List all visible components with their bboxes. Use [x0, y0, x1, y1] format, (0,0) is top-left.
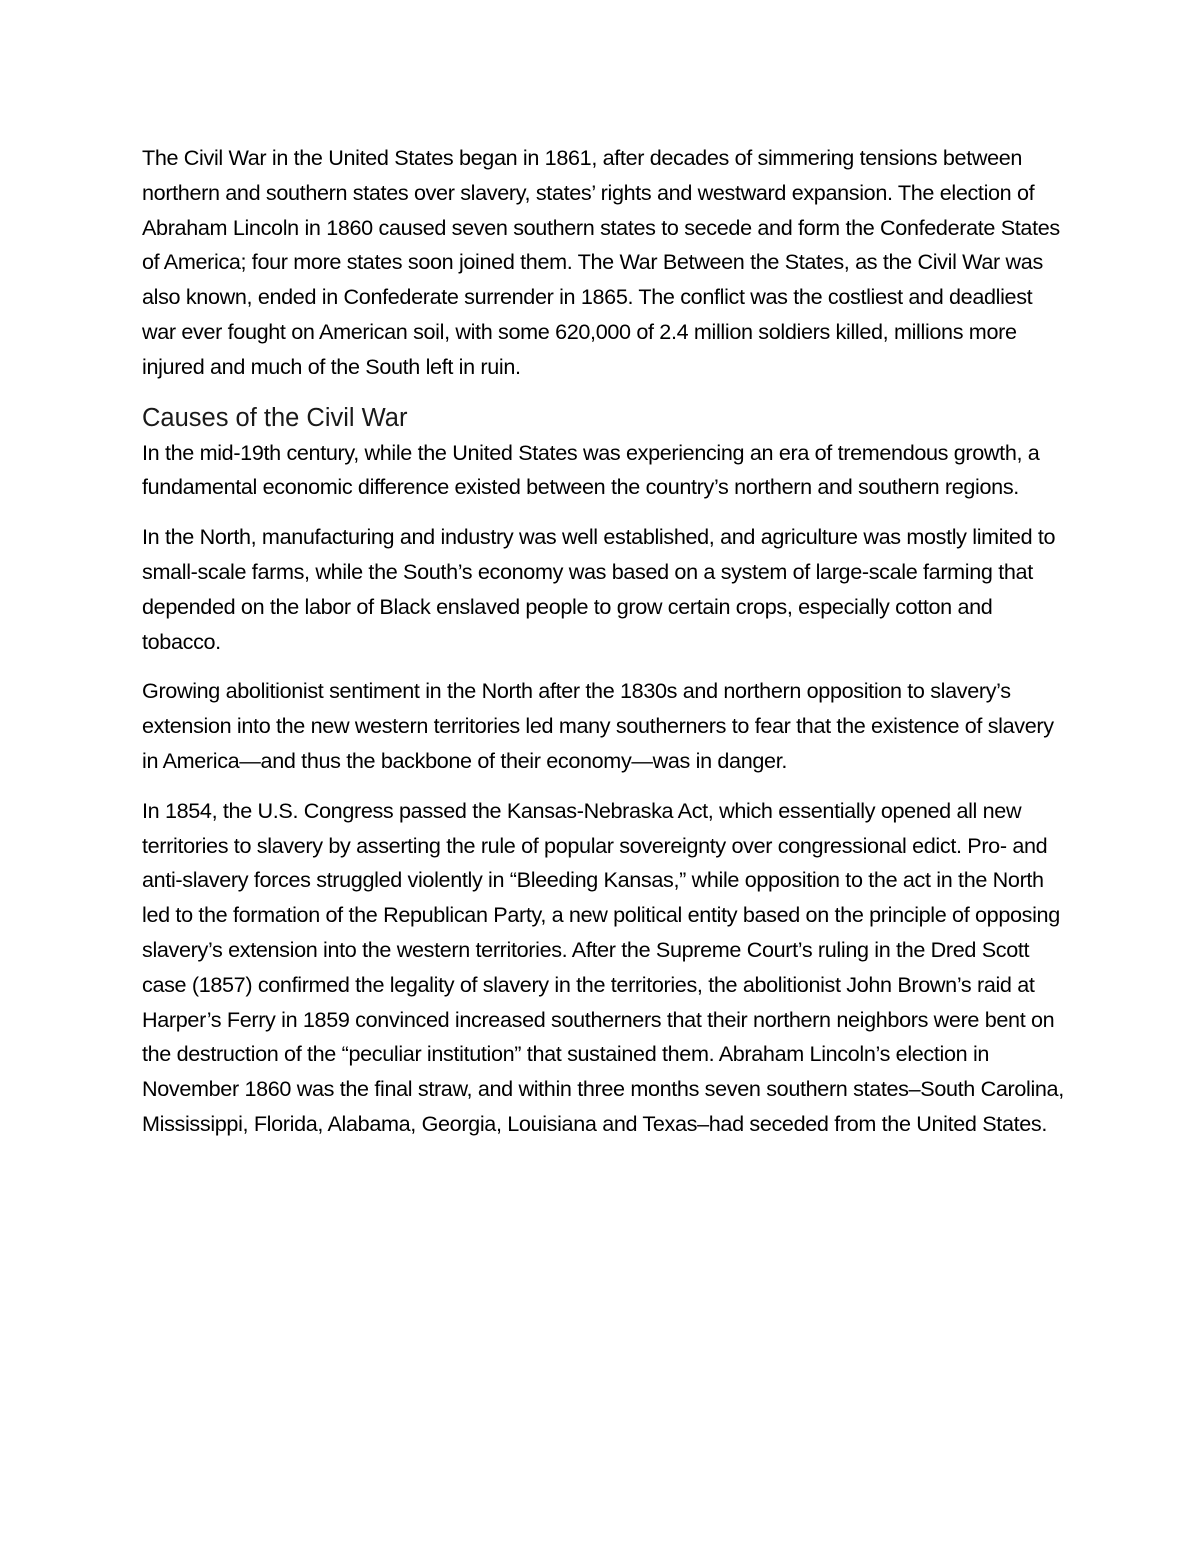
intro-paragraph: The Civil War in the United States began in 1861, after decades of simmering tensions between northern and southern states over slavery, states’ rights and westward expansion. The election of Abraham Lincoln in 1860 caused seven southern states to secede and form the Confederate States of America; four more states soon joined them. The War Between the States, as the Civil War was also known, ended in Confederate surrender in 1865. The conflict was the costliest and deadliest war ever fought on American soil, with some 620,000 of 2.4 million soldiers killed, millions more injured and much of the South left in ruin.	[142, 145, 1060, 379]
paragraph-abolitionist-sentiment: Growing abolitionist sentiment in the North after the 1830s and northern opposition to slavery’s extension into the new western territories led many southerners to fear that the existence of slavery in America—and thus the backbone of their economy—was in danger.	[142, 678, 1054, 773]
paragraph-north-south-economy: In the North, manufacturing and industry was well established, and agriculture was mostly limited to small-scale farms, while the South’s economy was based on a system of large-scale farming that depended on the labor of Black enslaved people to grow certain crops, especially cotton and tobacco.	[142, 524, 1056, 654]
paragraph-kansas-nebraska-act: In 1854, the U.S. Congress passed the Kansas-Nebraska Act, which essentially opened all new territories to slavery by asserting the rule of popular sovereignty over congressional edict. Pro- and anti-slavery forces struggled violently in “Bleeding Kansas,” while opposition to the act in the North led to the formation of the Republican Party, a new political entity based on the principle of opposing slavery’s extension into the western territories. After the Supreme Court’s ruling in the Dred Scott case (1857) confirmed the legality of slavery in the territories, the abolitionist John Brown’s raid at Harper’s Ferry in 1859 convinced increased southerners that their northern neighbors were bent on the destruction of the “peculiar institution” that sustained them. Abraham Lincoln’s election in November 1860 was the final straw, and within three months seven southern states–South Carolina, Mississippi, Florida, Alabama, Georgia, Louisiana and Texas–had seceded from the United States.	[142, 797, 1064, 1136]
section-heading: Causes of the Civil War	[142, 403, 408, 432]
document-body	[142, 141, 1067, 1157]
paragraph-economic-difference: In the mid-19th century, while the United States was experiencing an era of tremendous growth, a fundamental economic difference existed between the country’s northern and southern regions.	[142, 439, 1040, 500]
